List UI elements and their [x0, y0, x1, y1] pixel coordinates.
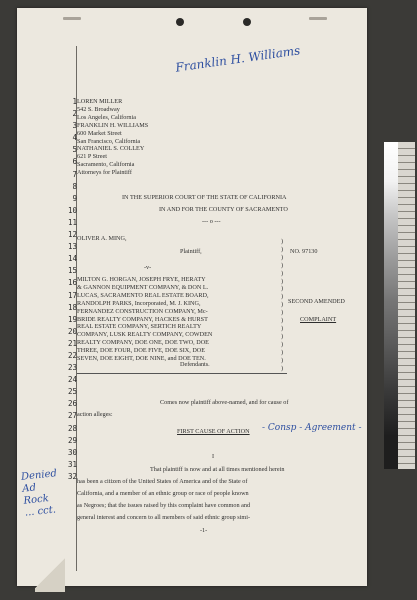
brace-mark: ) [281, 317, 284, 325]
line-number: 12 [67, 230, 77, 240]
brace-mark: ) [281, 332, 284, 340]
line-number: 28 [67, 423, 77, 433]
attorney-line: 621 P Street [77, 153, 108, 161]
defendant-line: REAL ESTATE COMPANY, SERTICH REALTY [77, 323, 202, 331]
cause-heading: FIRST CAUSE OF ACTION [177, 428, 250, 435]
line-number: 25 [67, 387, 77, 397]
line-number: 1 [72, 97, 77, 106]
para-line: California, and a member of an ethnic group or race of people known [77, 490, 249, 497]
versus: -v- [144, 264, 152, 271]
line-numbers [59, 96, 77, 483]
line-number: 20 [67, 326, 77, 336]
brace-mark: ) [281, 324, 284, 332]
line-number: 16 [67, 278, 77, 288]
line-number: 9 [72, 193, 77, 203]
defendant-line: THREE, DOE FOUR, DOE FIVE, DOE SIX, DOE [77, 347, 206, 355]
attorney-block [77, 98, 148, 169]
attorney-line: 600 Market Street [77, 129, 122, 137]
line-number: 2 [72, 109, 77, 119]
attorneys-for: Attorneys for Plaintiff [77, 169, 132, 176]
line-number: 6 [72, 157, 77, 167]
brace-mark: ) [281, 293, 284, 301]
attorney-line: NATHANIEL S. COLLEY [77, 145, 145, 153]
brace-mark: ) [281, 277, 284, 285]
line-number: 14 [67, 254, 77, 264]
defendant-line: MILTON G. HORGAN, JOSEPH FRYE, HERATY [77, 276, 206, 283]
defendant-line: SEVEN, DOE EIGHT, DOE NINE, and DOE TEN. [77, 355, 206, 363]
plaintiff-name: OLIVER A. MING, [77, 235, 127, 242]
brace-mark: ) [281, 253, 284, 261]
attorney-line: San Francisco, California [77, 137, 141, 145]
line-number: 13 [67, 242, 77, 252]
brace-mark: ) [281, 309, 284, 317]
binder-hole [176, 18, 184, 26]
intro-line-1: Comes now plaintiff above-named, and for cause of [160, 399, 289, 406]
brace-mark: ) [281, 285, 284, 293]
attorney-line: 542 S. Broadway [77, 105, 120, 113]
staple [63, 17, 81, 20]
para-line: general interest and concern to all members of said ethnic group simi- [77, 514, 251, 521]
brace-mark: ) [281, 301, 284, 309]
defendant-line: BRIDE REALTY COMPANY, HACKES & HURST [77, 315, 208, 323]
line-number: 32 [67, 471, 77, 481]
line-number: 24 [67, 375, 77, 385]
folded-corner [35, 554, 65, 592]
line-number: 19 [67, 314, 77, 324]
line-number: 31 [67, 459, 77, 469]
intro-line-2: action alleges: [77, 411, 113, 418]
para-line: That plaintiff is now and at all times mentioned herein [150, 466, 285, 473]
line-number: 27 [67, 411, 77, 421]
page-number: -1- [200, 527, 208, 534]
line-number: 21 [67, 338, 77, 348]
margin-note: Denied Ad Rock ... cct. [20, 468, 58, 519]
brace-mark: ) [281, 356, 284, 364]
attorney-line: Los Angeles, California [77, 113, 136, 121]
line-number: 29 [67, 435, 77, 445]
line-number: 23 [67, 363, 77, 373]
para-line: has been a citizen of the United States of America and of the State of [77, 478, 248, 485]
line-number: 17 [67, 290, 77, 300]
caption-brace [281, 238, 283, 372]
line-number: 18 [67, 302, 77, 312]
header-signature: Franklin H. Williams [174, 43, 302, 75]
court-line-2: IN AND FOR THE COUNTY OF SACRAMENTO [159, 206, 288, 213]
binder-hole [243, 18, 251, 26]
line-number: 30 [67, 447, 77, 457]
paragraph-number: I [212, 453, 215, 460]
para-line: as Negroes; that the issues raised by this complaint have common and [77, 502, 251, 509]
attorney-line: Sacramento, California [77, 161, 135, 169]
brace-mark: ) [281, 340, 284, 348]
line-number: 3 [72, 121, 77, 131]
defendant-line: REALTY COMPANY, DOE ONE, DOE TWO, DOE [77, 339, 209, 347]
staple [309, 17, 327, 20]
document-page [17, 8, 367, 586]
line-number: 26 [67, 399, 77, 409]
line-number: 5 [72, 145, 77, 155]
divider: --- o --- [202, 218, 221, 225]
attorney-line: FRANKLIN H. WILLIAMS [77, 121, 149, 129]
measuring-scale [398, 142, 415, 469]
brace-mark: ) [281, 261, 284, 269]
caption-rule [77, 373, 287, 381]
defendants-role: Defendants. [180, 361, 210, 368]
cause-annotation: - Consp - Agreement - [262, 423, 362, 433]
defendant-line: LUCAS, SACRAMENTO REAL ESTATE BOARD, [77, 291, 209, 299]
defendant-line: FERNANDEZ CONSTRUCTION COMPANY, Mc- [77, 307, 208, 315]
line-number: 7 [72, 169, 77, 179]
brace-mark: ) [281, 245, 284, 253]
line-number: 11 [67, 217, 77, 227]
line-number: 10 [67, 205, 77, 215]
defendant-line: & GANNON EQUIPMENT COMPANY, & DON L. [77, 283, 209, 291]
line-number: 8 [72, 181, 77, 191]
defendants-block [77, 276, 212, 363]
plaintiff-role: Plaintiff, [180, 248, 202, 255]
doc-title-2: COMPLAINT [300, 316, 337, 323]
line-number: 4 [72, 133, 77, 143]
brace-mark: ) [281, 238, 284, 245]
brace-mark: ) [281, 348, 284, 356]
line-number: 15 [67, 266, 77, 276]
doc-title-1: SECOND AMENDED [288, 298, 345, 305]
brace-mark: ) [281, 364, 284, 372]
gray-scale-ruler [384, 142, 398, 469]
case-number: NO. 97130 [290, 248, 318, 255]
court-line-1: IN THE SUPERIOR COURT OF THE STATE OF CALIFORNIA [122, 194, 287, 201]
defendant-line: COMPANY, LUSK REALTY COMPANY, COWDEN [77, 331, 213, 339]
defendant-line: RANDOLPH PARKS, Incorporated, M. J. KING, [77, 299, 201, 307]
line-number: 22 [67, 350, 77, 360]
attorney-line: LOREN MILLER [77, 98, 123, 105]
brace-mark: ) [281, 269, 284, 277]
